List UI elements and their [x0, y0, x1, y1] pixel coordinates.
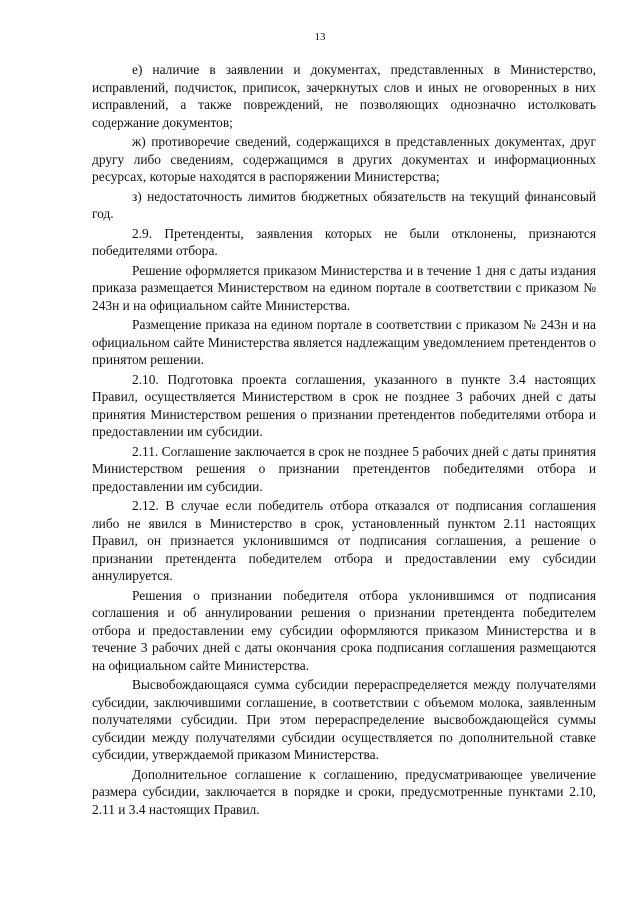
paragraph-2-9: 2.9. Претенденты, заявления которых не были отклонены, признаются победителями отбора. [92, 225, 596, 258]
page-number: 13 [314, 31, 326, 43]
paragraph-2-12: 2.12. В случае если победитель отбора отказался от подписания соглашения либо не явился в Министерство в срок, установленный пунктом 2.11 настоящих Правил, он признается уклонившимся от подписания соглашения, а решение о признании претендента победителем отбора и предоставлении ему субсидии аннулируется. [92, 498, 596, 583]
paragraph-additional-agreement: Дополнительное соглашение к соглашению, предусматривающее увеличение размера субсидии, заключается в порядке и сроки, предусмотренные пунктами 2.10, 2.11 и 3.4 настоящих Правил. [92, 766, 596, 817]
document-body [92, 61, 596, 820]
paragraph-2-11: 2.11. Соглашение заключается в срок не позднее 5 рабочих дней с даты принятия Министерством решения о признании претендентов победителями отбора и предоставлении им субсидии. [92, 443, 596, 494]
paragraph-z-budget-limits: з) недостаточность лимитов бюджетных обязательств на текущий финансовый год. [92, 188, 596, 221]
paragraph-2-10: 2.10. Подготовка проекта соглашения, указанного в пункте 3.4 настоящих Правил, осуществляется Министерством в срок не позднее 3 рабочих дней с даты принятия Министерством решения о признании претендентов победителями отбора и предоставлении им субсидии. [92, 371, 596, 439]
paragraph-e-corrections: е) наличие в заявлении и документах, представленных в Министерство, исправлений, подчисток, приписок, зачеркнутых слов и иных не оговоренных в них исправлений, а также повреждений, не позволяющих однозначно истолковать содержание документов; [92, 62, 596, 130]
paragraph-zh-contradictions: ж) противоречие сведений, содержащихся в представленных документах, друг другу либо сведениям, содержащимся в других документах и информационных ресурсах, которые находятся в распоряжении Министерства; [92, 134, 596, 184]
paragraph-order-publication: Размещение приказа на едином портале в соответствии с приказом № 243н и на официальном сайте Министерства является надлежащим уведомлением претендентов о принятом решении. [92, 317, 596, 367]
paragraph-redistribution: Высвобождающаяся сумма субсидии перераспределяется между получателями субсидии, заключившими соглашение, в соответствии с объемом молока, заявленным получателями субсидии. При этом перераспределение высвобождающейся суммы субсидии между получателями субсидии осуществляется по дополнительной ставке субсидии, утверждаемой приказом Министерства. [92, 677, 596, 762]
paragraph-evasion-decisions: Решения о признании победителя отбора уклонившимся от подписания соглашения и об аннулировании решения о признании претендента победителем отбора и предоставлении ему субсидии оформляются приказом Министерства и в течение 3 рабочих дней с даты окончания срока подписания соглашения размещаются на официальном сайте Министерства. [92, 587, 596, 673]
paragraph-decision-order: Решение оформляется приказом Министерства и в течение 1 дня с даты издания приказа размещается Министерством на едином портале в соответствии с приказом № 243н и на официальном сайте Министерства. [92, 262, 596, 313]
